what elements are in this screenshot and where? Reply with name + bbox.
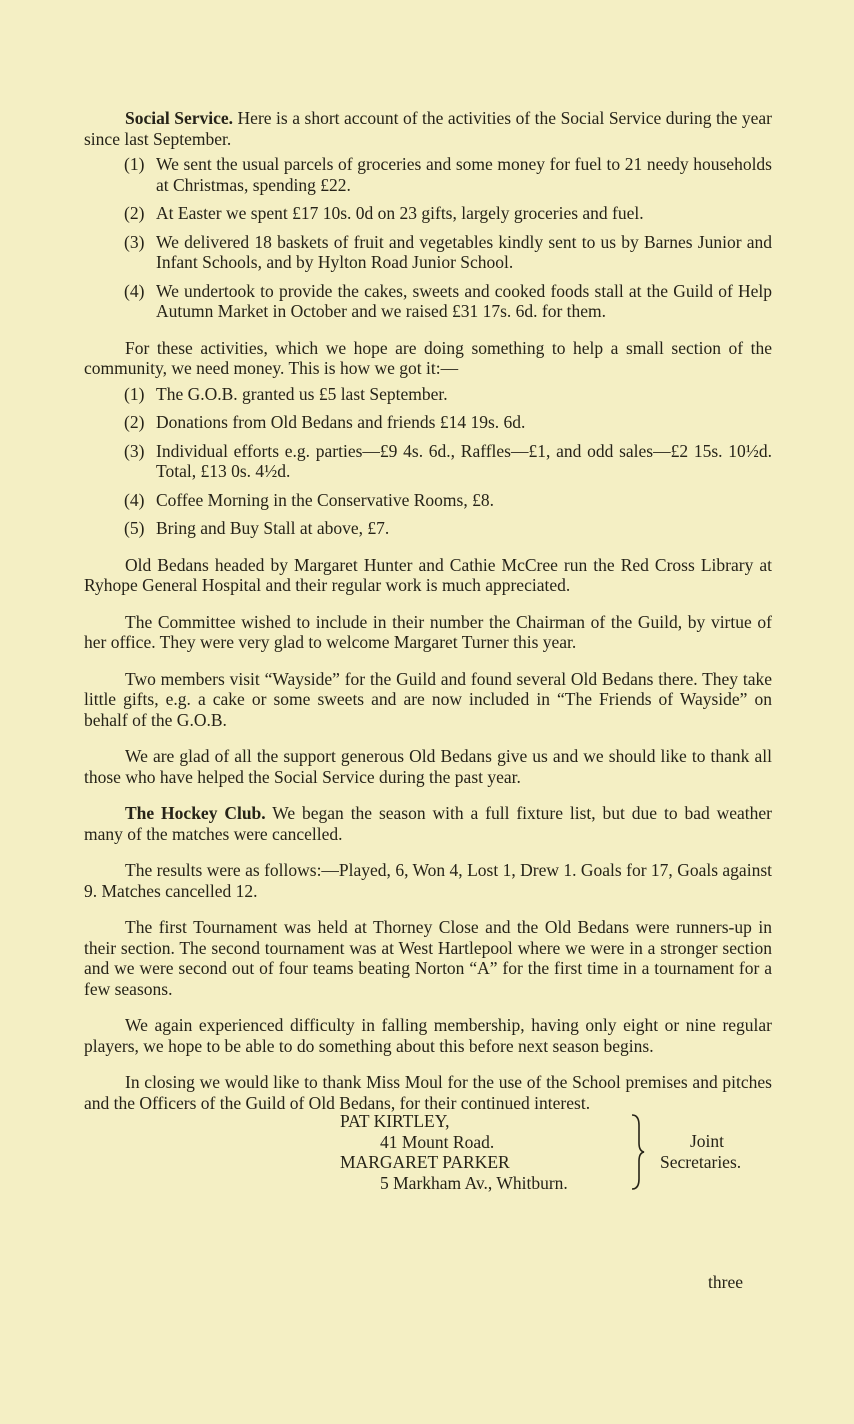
signature-block — [84, 1111, 772, 1197]
signatory-address-2: 5 Markham Av., Whitburn. — [380, 1172, 568, 1193]
item-text: We undertook to provide the cakes, sweets and cooked foods stall at the Guild of Help Autumn Market in October and we raised £31 17s. 6d. for them. — [156, 280, 772, 321]
role-line-1: Joint — [690, 1131, 725, 1151]
paragraph-membership: We again experienced difficulty in falling membership, having only eight or nine regular players, we hope to be able to do something about this before next season begins. — [84, 1015, 772, 1056]
item-text: We sent the usual parcels of groceries and some money for fuel to 21 needy households at Christmas, spending £22. — [156, 154, 772, 195]
list-item — [84, 441, 772, 482]
curly-brace-icon — [629, 1113, 645, 1191]
social-activities-list — [84, 154, 772, 322]
paragraph-results: The results were as follows:—Played, 6, Won 4, Lost 1, Drew 1. Goals for 17, Goals against 9. Matches cancelled 12. — [84, 860, 772, 901]
paragraph-red-cross-library: Old Bedans headed by Margaret Hunter and Cathie McCree run the Red Cross Library at Ryhope General Hospital and their regular work is much appreciated. — [84, 554, 772, 595]
item-number: (4) — [124, 489, 145, 510]
signatory-role — [660, 1131, 780, 1172]
item-text: At Easter we spent £17 10s. 0d on 23 gifts, largely groceries and fuel. — [156, 203, 644, 223]
list-item — [84, 232, 772, 273]
item-number: (3) — [124, 231, 145, 252]
list-item — [84, 384, 772, 405]
item-number: (1) — [124, 383, 145, 404]
list-item — [84, 412, 772, 433]
social-service-heading: Social Service. — [125, 108, 234, 128]
money-intro: For these activities, which we hope are doing something to help a small section of the community, we need money. This is how we got it:— — [84, 337, 772, 378]
list-item — [84, 281, 772, 322]
money-sources-list — [84, 384, 772, 539]
item-text: Coffee Morning in the Conservative Rooms, £8. — [156, 489, 494, 510]
item-text: We delivered 18 baskets of fruit and vegetables kindly sent to us by Barnes Junior and Infant Schools, and by Hylton Road Junior School. — [156, 231, 772, 272]
item-number: (1) — [124, 154, 145, 174]
item-text: Bring and Buy Stall at above, £7. — [156, 518, 390, 538]
item-text: Individual efforts e.g. parties—£9 4s. 6d., Raffles—£1, and odd sales—£2 15s. 10½d. Total, £13 0s. 4½d. — [156, 440, 772, 481]
list-item — [84, 154, 772, 195]
page-number: three — [708, 1272, 743, 1292]
hockey-intro-text: We began the season with a full fixture list, but due to bad weather many of the matches were cancelled. — [84, 803, 772, 844]
signatory-address-1: 41 Mount Road. — [380, 1131, 495, 1152]
signatory-name-1: PAT KIRTLEY, — [340, 1111, 450, 1131]
paragraph-tournaments: The first Tournament was held at Thorney Close and the Old Bedans were runners-up in their section. The second tournament was at West Hartlepool where we were in a stronger section and we were second out of four teams beating Norton “A” for the first time in a tournament for a few seasons. — [84, 917, 772, 999]
role-line-2: Secretaries. — [660, 1151, 742, 1172]
paragraph-committee: The Committee wished to include in their number the Chairman of the Guild, by virtue of her office. They were very glad to welcome Margaret Turner this year. — [84, 611, 772, 652]
item-text: Donations from Old Bedans and friends £14 19s. 6d. — [156, 412, 526, 432]
item-number: (3) — [124, 440, 145, 461]
paragraph-wayside: Two members visit “Wayside” for the Guild and found several Old Bedans there. They take little gifts, e.g. a cake or some sweets and are now included in “The Friends of Wayside” on behalf of the G.O.B. — [84, 668, 772, 730]
signatory-name-2: MARGARET PARKER — [340, 1152, 510, 1172]
item-number: (5) — [124, 518, 145, 538]
social-service-intro-text: Here is a short account of the activities of the Social Service during the year since last September. — [84, 108, 773, 149]
paragraph-thanks: We are glad of all the support generous Old Bedans give us and we should like to thank all those who have helped the Social Service during the past year. — [84, 746, 772, 787]
item-text: The G.O.B. granted us £5 last September. — [156, 383, 448, 404]
hockey-club-heading: The Hockey Club. — [125, 803, 266, 823]
item-number: (4) — [124, 280, 145, 301]
item-number: (2) — [124, 203, 145, 223]
item-number: (2) — [124, 412, 145, 432]
list-item — [84, 203, 772, 224]
paragraph-closing: In closing we would like to thank Miss Moul for the use of the School premises and pitches and the Officers of the Guild of Old Bedans, for their continued interest. — [84, 1072, 772, 1113]
list-item — [84, 490, 772, 511]
list-item — [84, 518, 772, 539]
social-service-intro — [84, 108, 772, 149]
hockey-intro — [84, 803, 772, 844]
signatory-names — [340, 1111, 630, 1193]
